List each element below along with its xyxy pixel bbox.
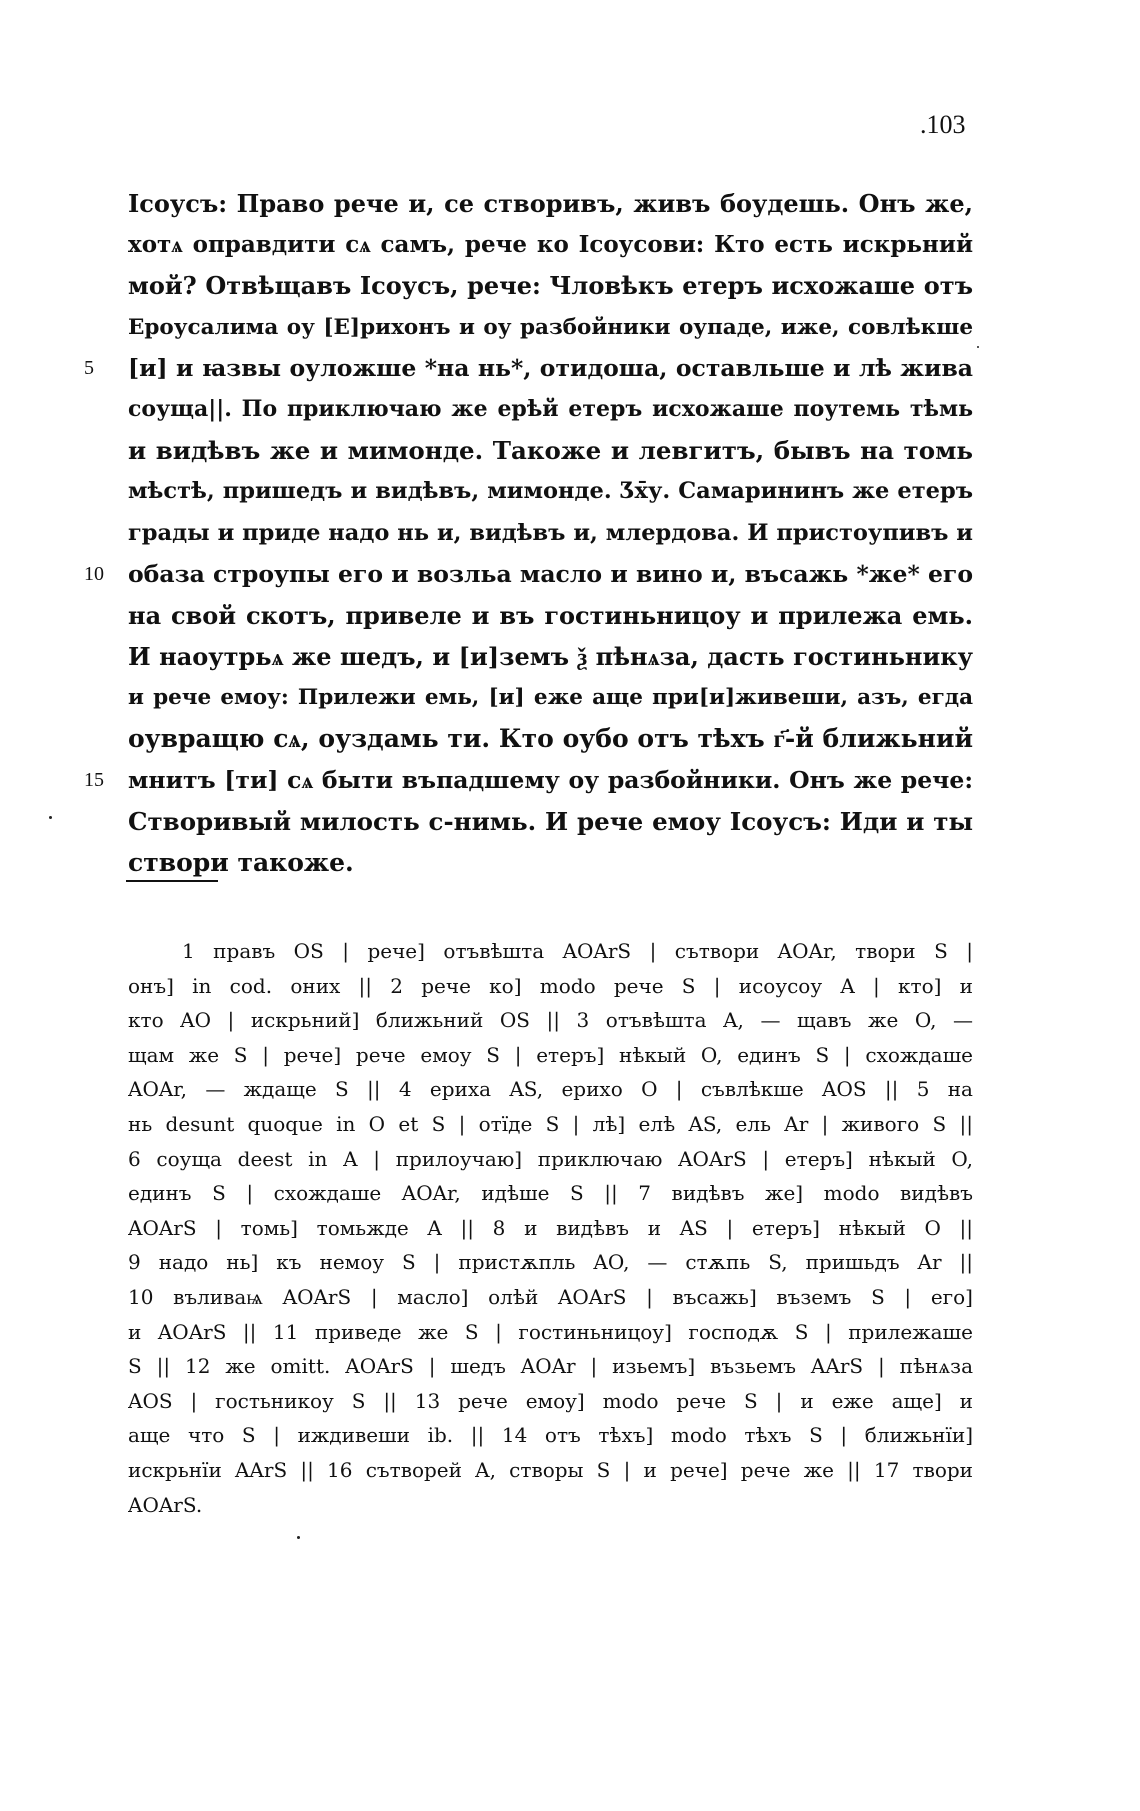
apparatus-line: AOArS | томь] томьжде A || 8 и видѣвъ и AS | етеръ] нѣкый O || bbox=[128, 1215, 973, 1240]
apparatus-line: AOAr, — ждаще S || 4 ериха AS, ерихо O | съвлѣкше AOS || 5 на bbox=[128, 1077, 973, 1102]
text-line bbox=[84, 554, 973, 595]
text-line-body: мѣстѣ, пришедъ и видѣвъ, мимонде. Ӡх̄у. Самарининъ же етеръ bbox=[128, 478, 973, 505]
text-line-body: и рече емоу: Прилежи емь, [и] еже аще при[и]живеши, азъ, егда bbox=[128, 685, 973, 711]
text-line bbox=[128, 430, 973, 471]
apparatus-line: 10 въливаѩ AOArS | масло] олѣй AOArS | въсажь] въземъ S | его] bbox=[128, 1284, 973, 1309]
text-line-body: грады и приде надо нь и, видѣвъ и, млердова. И пристоупивъ и bbox=[128, 519, 973, 546]
text-line-body: Ероусалима оу [Е]рихонъ и оу разбойники оупаде, иже, совлѣкше bbox=[128, 314, 973, 340]
text-line-body: И наоутрьѧ же шедъ, и [и]земъ ѯ пѣнѧза, дасть гостиньнику bbox=[128, 642, 973, 672]
text-line bbox=[128, 471, 973, 512]
scan-speck bbox=[49, 816, 52, 819]
text-line bbox=[128, 636, 973, 677]
apparatus-line: AOArS. bbox=[128, 1492, 203, 1517]
text-line-body: мнитъ [ти] сѧ быти въпадшему оу разбойники. Онъ же рече: bbox=[128, 765, 973, 794]
apparatus-line: щам же S | рече] рече емоу S | етеръ] нѣкый O, единъ S | схождаше bbox=[128, 1042, 973, 1067]
text-line bbox=[128, 183, 973, 224]
apparatus-line: нь desunt quoque in O et S | отїде S | лѣ] елѣ AS, ель Ar | живого S || bbox=[128, 1111, 973, 1136]
text-line-body: Ісоусъ: Право рече и, се створивъ, живъ боудешь. Онъ же, bbox=[128, 189, 973, 218]
apparatus-line: S || 12 же omitt. AOArS | шедъ AOAr | изьемъ] възьемъ AArS | пѣнѧза bbox=[128, 1354, 973, 1379]
text-line-body: и видѣвъ же и мимонде. Такоже и левгитъ, бывъ на томь bbox=[128, 436, 973, 466]
text-line bbox=[128, 801, 973, 842]
text-line bbox=[84, 760, 973, 801]
text-line-body: [и] и ꙗзвы оуложше *на нь*, отидоша, оставльше и лѣ жива bbox=[128, 353, 973, 382]
apparatus-line: 9 надо нь] къ немоу S | пристѫпль AO, — стѫпь S, пришьдъ Ar || bbox=[128, 1250, 973, 1275]
text-line-body: оувращю сѧ, оуздамь ти. Кто оубо отъ тѣхъ г҃-й ближьний bbox=[128, 724, 973, 754]
critical-apparatus bbox=[128, 934, 973, 1522]
text-line bbox=[128, 265, 973, 306]
text-line-body: на свой скотъ, привеле и въ гостиньницоу и прилежа емь. bbox=[128, 600, 973, 630]
text-line bbox=[128, 307, 973, 348]
text-line bbox=[128, 224, 973, 265]
text-line bbox=[128, 842, 973, 883]
page-number: .103 bbox=[920, 110, 966, 139]
line-number: 10 bbox=[84, 562, 104, 585]
text-line bbox=[84, 348, 973, 389]
scan-speck bbox=[297, 1536, 300, 1539]
apparatus-line: искрьнїи AArS || 16 сътворей A, створы S | и рече] рече же || 17 твори bbox=[128, 1457, 973, 1482]
text-line-body: Створивый милость с-нимь. И рече емоу Ісоусъ: Иди и ты bbox=[128, 806, 973, 836]
text-line-body: створи такоже. bbox=[128, 848, 354, 877]
apparatus-line: и AOArS || 11 приведе же S | гостиньницоу] господѫ S | прилежаше bbox=[128, 1319, 973, 1344]
footnote-separator-rule bbox=[126, 880, 218, 882]
line-number: 5 bbox=[84, 356, 94, 379]
scan-speck bbox=[977, 346, 979, 348]
apparatus-line: аще что S | иждивеши ib. || 14 отъ тѣхъ] modo тѣхъ S | ближьнїи] bbox=[128, 1423, 973, 1448]
text-line bbox=[128, 513, 973, 554]
text-line bbox=[128, 389, 973, 430]
text-line bbox=[128, 718, 973, 759]
apparatus-line: 6 соуща deest in A | прилоучаю] приключаю AOArS | етеръ] нѣкый O, bbox=[128, 1146, 973, 1171]
text-line bbox=[128, 677, 973, 718]
apparatus-line: кто AO | искрьний] ближьний OS || 3 отъвѣшта A, — щавъ же O, — bbox=[128, 1008, 973, 1033]
apparatus-line: единъ S | схождаше AOAr, идѣше S || 7 видѣвъ же] modo видѣвъ bbox=[128, 1181, 973, 1206]
text-line-body: обаза строупы его и возльа масло и вино и, въсажь *же* его bbox=[128, 559, 973, 588]
apparatus-line: онъ] in cod. оних || 2 рече ко] modo рече S | исоусоу A | кто] и bbox=[128, 973, 973, 998]
line-number: 15 bbox=[84, 768, 104, 791]
apparatus-line: 1 правъ OS | рече] отъвѣшта AOArS | сътвори AOAr, твори S | bbox=[182, 939, 973, 963]
text-line-body: хотѧ оправдити сѧ самъ, рече ко Ісоусови: Кто есть искрьний bbox=[128, 231, 973, 259]
text-line-body: соуща||. По приключаю же ерѣй етеръ исхожаше поутемь тѣмь bbox=[128, 395, 973, 422]
main-text-block bbox=[84, 183, 973, 883]
apparatus-line: AOS | гостьникоу S || 13 рече емоу] modo рече S | и еже аще] и bbox=[128, 1388, 973, 1413]
text-line-body: мой? Отвѣщавъ Ісоусъ, рече: Чловѣкъ етеръ исхожаше отъ bbox=[128, 271, 973, 301]
text-line bbox=[128, 595, 973, 636]
